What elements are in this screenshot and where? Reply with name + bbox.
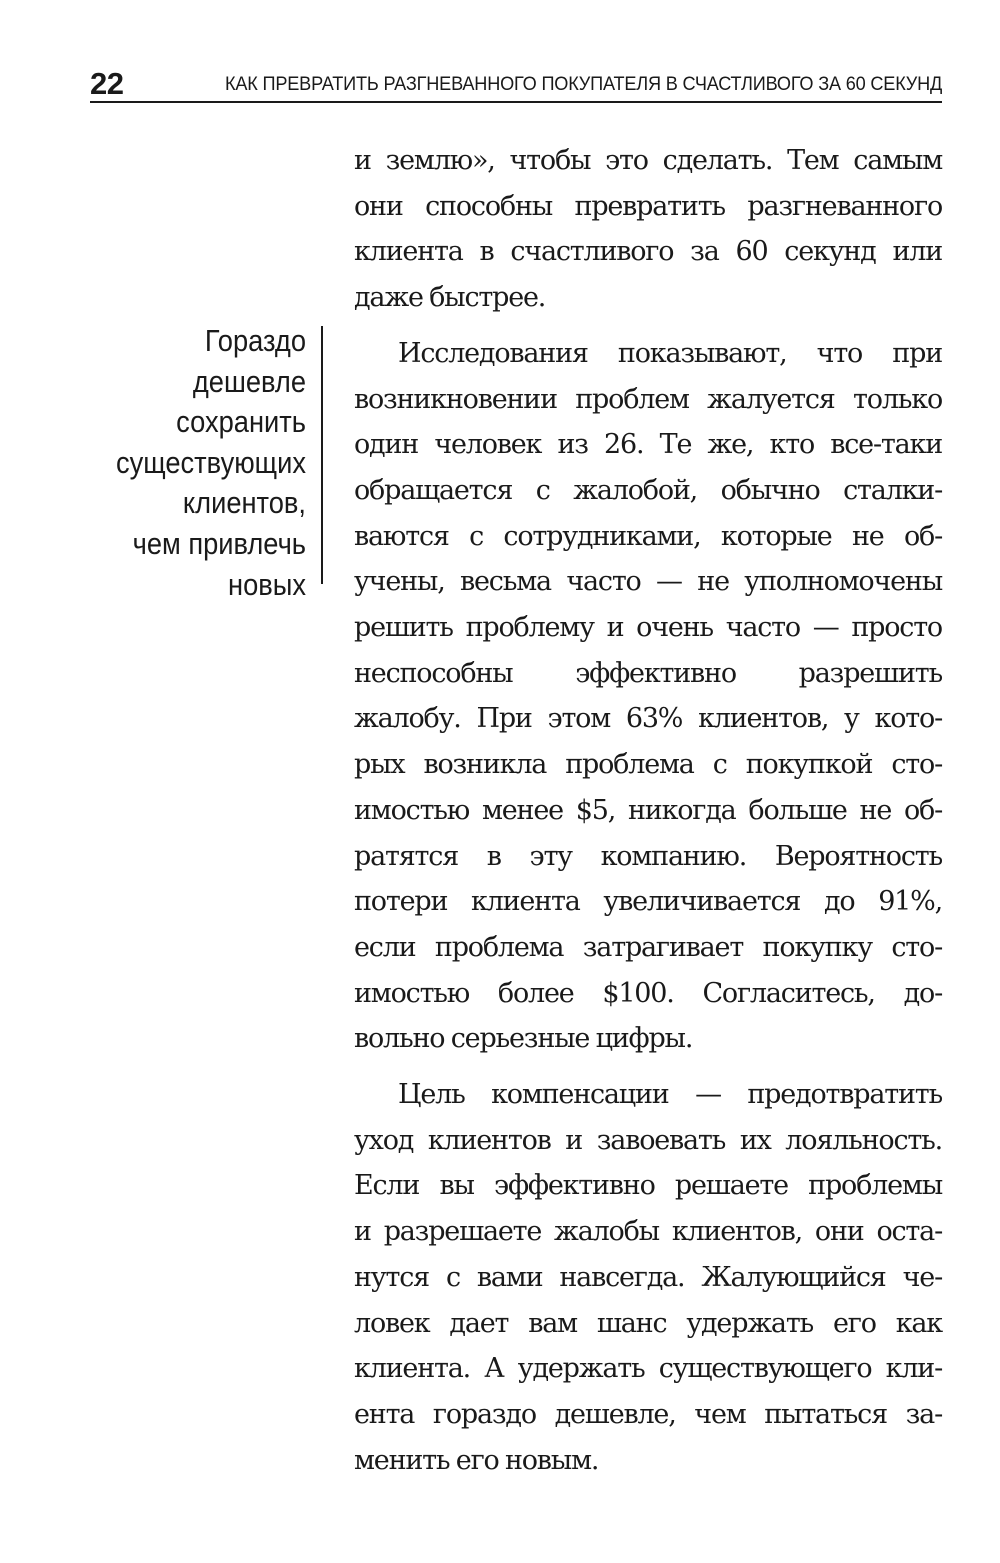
- paragraph-gap: [354, 321, 942, 331]
- pull-quote-line: сохранить: [176, 404, 306, 440]
- text-line: вольно серьезные цифры.: [354, 1023, 693, 1055]
- text-line: один человек из 26. Те же, кто все-таки: [354, 429, 942, 461]
- text-line: и землю», чтобы это сделать. Тем самым: [354, 145, 942, 176]
- text-line: имостью более $100. Согласитесь, до-: [354, 977, 942, 1009]
- pull-quote-line: чем привлечь: [132, 525, 306, 561]
- pull-quote-line: новых: [228, 566, 306, 602]
- text-line: ловек дает вам шанс удержать его как: [354, 1307, 942, 1339]
- text-line: Исследования показывают, что при: [398, 337, 942, 369]
- text-line: жалобу. При этом 63% клиентов, у кото-: [354, 703, 942, 735]
- text-line: ратятся в эту компанию. Вероятность: [354, 840, 942, 872]
- paragraph-2: [354, 331, 942, 1062]
- text-line: клиента в счастливого за 60 секунд или: [354, 236, 942, 268]
- text-line: неспособны эффективно разрешить: [354, 657, 942, 689]
- text-line: потери клиента увеличивается до 91%,: [354, 886, 942, 918]
- text-line: ваются с сотрудниками, которые не об-: [354, 520, 942, 552]
- paragraph-3: [354, 1072, 942, 1483]
- text-line: решить проблему и очень часто — просто: [354, 612, 942, 644]
- running-header: КАК ПРЕВРАТИТЬ РАЗГНЕВАННОГО ПОКУПАТЕЛЯ В СЧАСТЛИВОГО ЗА 60 СЕКУНД: [224, 73, 942, 95]
- pull-quote-line: существующих: [115, 444, 306, 480]
- paragraph-1: [354, 138, 942, 321]
- text-line: нутся с вами навсегда. Жалующийся че-: [354, 1261, 942, 1293]
- pull-quote-line: клиентов,: [182, 485, 306, 521]
- text-line: учены, весьма часто — не уполномочены: [354, 566, 942, 598]
- sidebar-pull-quote: [60, 321, 306, 605]
- text-line: они способны превратить разгневанного: [354, 190, 942, 222]
- text-line: если проблема затрагивает покупку сто-: [354, 931, 942, 963]
- text-line: Цель компенсации — предотвратить: [398, 1079, 942, 1111]
- text-line: обращается с жалобой, обычно сталки-: [354, 474, 942, 506]
- header-rule: [90, 101, 942, 103]
- paragraph-gap: [354, 1062, 942, 1072]
- text-line: ента гораздо дешевле, чем пытаться за-: [354, 1398, 942, 1430]
- pull-quote-line: Гораздо: [204, 323, 306, 358]
- text-line: и разрешаете жалобы клиентов, они оста-: [354, 1216, 942, 1248]
- text-line: даже быстрее.: [354, 282, 546, 314]
- text-line: возникновении проблем жалуется только: [354, 383, 942, 415]
- text-line: уход клиентов и завоевать их лояльность.: [354, 1124, 942, 1156]
- pull-quote-rule: [321, 326, 323, 584]
- text-line: имостью менее $5, никогда больше не об-: [354, 794, 942, 826]
- text-line: Если вы эффективно решаете проблемы: [354, 1170, 942, 1202]
- text-line: менить его новым.: [354, 1444, 599, 1476]
- pull-quote-line: дешевле: [192, 363, 306, 399]
- body-text: [354, 138, 942, 1483]
- text-line: рых возникла проблема с покупкой сто-: [354, 749, 942, 781]
- text-line: клиента. А удержать существующего кли-: [354, 1353, 942, 1385]
- page-number: 22: [90, 66, 124, 101]
